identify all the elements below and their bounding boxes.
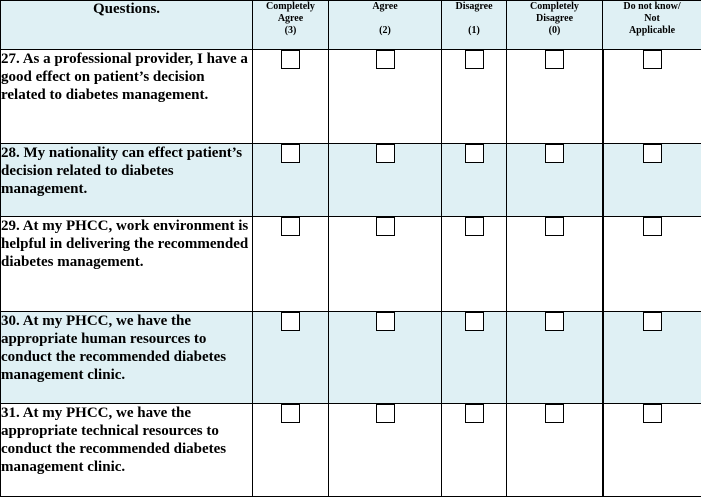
cell-agree — [329, 50, 442, 144]
header-agree — [329, 1, 442, 50]
checkbox-do-not-know[interactable] — [643, 144, 662, 163]
cell-do-not-know — [603, 311, 701, 404]
cell-do-not-know — [603, 50, 701, 144]
checkbox-disagree[interactable] — [465, 312, 484, 331]
checkbox-agree[interactable] — [376, 144, 395, 163]
question-number: 29. — [1, 218, 20, 235]
cell-agree — [329, 311, 442, 404]
header-row — [1, 1, 701, 50]
cell-disagree — [442, 217, 507, 312]
question-statement: As a professional provider, I have a good effect on patient’s decision related to diabetes management. — [1, 51, 248, 104]
question-row-31 — [1, 404, 701, 497]
header-line: Disagree — [455, 1, 493, 12]
question-text — [1, 50, 253, 144]
header-line: Agree — [277, 13, 304, 24]
header-line: Disagree — [535, 13, 574, 24]
header-line: (3) — [284, 25, 297, 36]
question-statement: My nationality can effect patient’s decision related to diabetes management. — [1, 144, 243, 197]
cell-completely-disagree — [507, 311, 603, 404]
header-line: Completely — [530, 1, 579, 12]
checkbox-agree[interactable] — [376, 50, 395, 69]
cell-completely-agree — [253, 311, 329, 404]
cell-do-not-know — [603, 217, 701, 312]
checkbox-disagree[interactable] — [465, 50, 484, 69]
question-text — [1, 217, 253, 312]
question-statement: At my PHCC, work environment is helpful in delivering the recommended diabetes management. — [1, 218, 249, 271]
checkbox-completely-disagree[interactable] — [545, 404, 564, 423]
question-row-28 — [1, 143, 701, 216]
checkbox-completely-agree[interactable] — [281, 312, 300, 331]
checkbox-completely-disagree[interactable] — [545, 144, 564, 163]
question-row-29 — [1, 217, 701, 312]
header-do-not-know — [603, 1, 701, 50]
question-text — [1, 311, 253, 404]
cell-completely-disagree — [507, 404, 603, 497]
question-statement: At my PHCC, we have the appropriate technical resources to conduct the recommended diabetes management clinic. — [1, 405, 227, 476]
header-disagree — [442, 1, 507, 50]
question-number: 30. — [1, 312, 20, 329]
checkbox-do-not-know[interactable] — [643, 217, 662, 236]
header-line: Agree — [372, 1, 398, 12]
checkbox-do-not-know[interactable] — [643, 404, 662, 423]
cell-completely-agree — [253, 143, 329, 216]
header-completely-disagree — [507, 1, 603, 50]
header-line — [442, 13, 506, 25]
cell-completely-disagree — [507, 217, 603, 312]
cell-agree — [329, 217, 442, 312]
cell-do-not-know — [603, 404, 701, 497]
checkbox-do-not-know[interactable] — [643, 312, 662, 331]
question-number: 27. — [1, 51, 20, 68]
header-line — [329, 13, 441, 25]
header-line: (0) — [548, 25, 561, 36]
cell-completely-agree — [253, 404, 329, 497]
cell-agree — [329, 143, 442, 216]
cell-agree — [329, 404, 442, 497]
question-row-27 — [1, 50, 701, 144]
checkbox-agree[interactable] — [376, 312, 395, 331]
checkbox-disagree[interactable] — [465, 217, 484, 236]
questions-header: Questions. — [1, 1, 253, 50]
checkbox-completely-agree[interactable] — [281, 404, 300, 423]
checkbox-completely-agree[interactable] — [281, 217, 300, 236]
header-line: Do not know/ — [623, 1, 681, 12]
question-number: 28. — [1, 144, 20, 161]
checkbox-agree[interactable] — [376, 217, 395, 236]
question-text — [1, 404, 253, 497]
cell-disagree — [442, 143, 507, 216]
checkbox-disagree[interactable] — [465, 404, 484, 423]
checkbox-completely-disagree[interactable] — [545, 217, 564, 236]
cell-do-not-know — [603, 143, 701, 216]
question-row-30 — [1, 311, 701, 404]
checkbox-completely-disagree[interactable] — [545, 312, 564, 331]
checkbox-disagree[interactable] — [465, 144, 484, 163]
question-text — [1, 143, 253, 216]
cell-disagree — [442, 404, 507, 497]
checkbox-agree[interactable] — [376, 404, 395, 423]
cell-completely-disagree — [507, 50, 603, 144]
header-line: Completely — [266, 1, 315, 12]
header-line: Not — [644, 13, 660, 24]
checkbox-completely-disagree[interactable] — [545, 50, 564, 69]
checkbox-completely-agree[interactable] — [281, 50, 300, 69]
header-line: (1) — [468, 25, 480, 36]
checkbox-do-not-know[interactable] — [643, 50, 662, 69]
header-completely-agree — [253, 1, 329, 50]
cell-completely-disagree — [507, 143, 603, 216]
question-statement: At my PHCC, we have the appropriate human resources to conduct the recommended diabetes management clinic. — [1, 312, 227, 383]
checkbox-completely-agree[interactable] — [281, 144, 300, 163]
header-line: Applicable — [628, 25, 676, 36]
header-line: (2) — [379, 25, 391, 36]
cell-completely-agree — [253, 50, 329, 144]
cell-disagree — [442, 311, 507, 404]
cell-completely-agree — [253, 217, 329, 312]
cell-disagree — [442, 50, 507, 144]
question-number: 31. — [1, 405, 20, 422]
